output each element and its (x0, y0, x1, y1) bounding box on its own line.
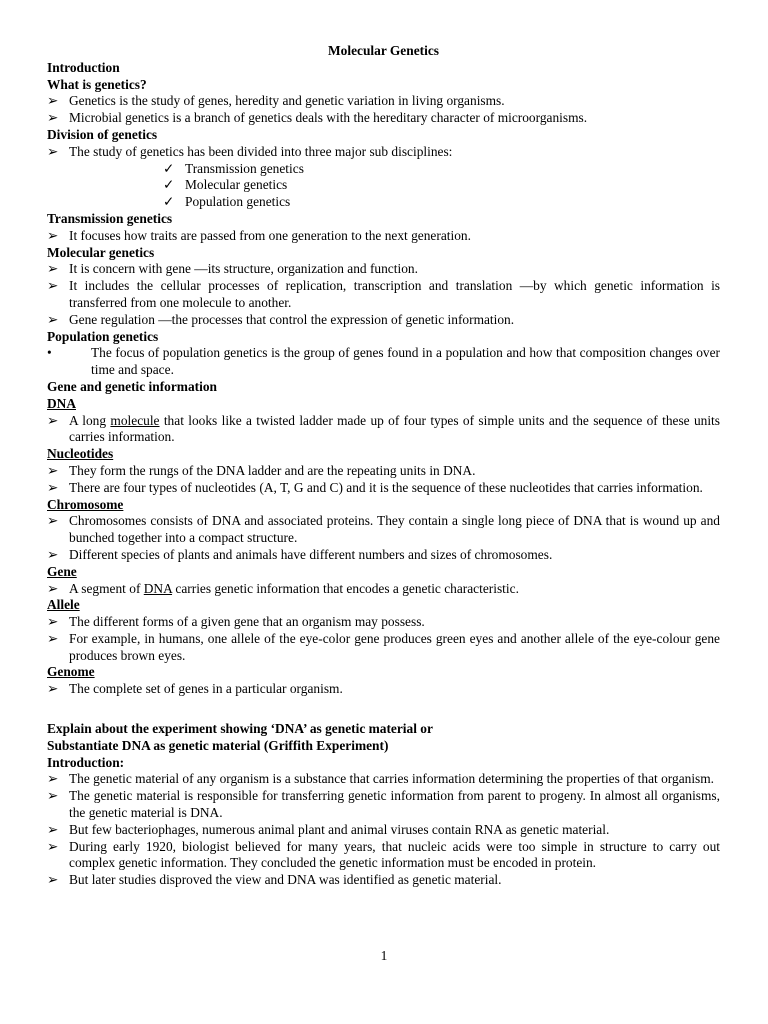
arrow-bullet: ➢ (47, 681, 59, 697)
check-list-item (47, 161, 720, 178)
text-run: that looks like a twisted ladder made up of four types of simple units and the sequence of these units carries information. (69, 412, 720, 445)
list-item (47, 771, 720, 788)
list-item (47, 872, 720, 889)
arrow-bullet: ➢ (47, 872, 59, 888)
list-item (47, 614, 720, 631)
subheading-gene: Gene (47, 563, 77, 579)
arrow-bullet: ➢ (47, 261, 59, 277)
arrow-bullet: ➢ (47, 580, 59, 596)
list-item-text: But few bacteriophages, numerous animal plant and animal viruses contain RNA as genetic material. (69, 821, 610, 837)
list-item (47, 581, 720, 598)
arrow-bullet: ➢ (47, 614, 59, 630)
arrow-bullet: ➢ (47, 278, 59, 294)
arrow-bullet: ➢ (47, 771, 59, 787)
list-item (47, 547, 720, 564)
list-item (47, 822, 720, 839)
division-list (47, 144, 720, 161)
list-item-text (69, 581, 720, 598)
check-list-item-text: Molecular genetics (185, 177, 288, 193)
arrow-bullet: ➢ (47, 513, 59, 529)
page-number: 1 (380, 948, 388, 963)
list-item-text: The complete set of genes in a particular organism. (69, 681, 343, 697)
subheading-allele: Allele (47, 597, 80, 613)
check-list-item (47, 177, 720, 194)
list-item-text: Different species of plants and animals have different numbers and sizes of chromosomes. (69, 546, 553, 562)
list-item-text: During early 1920, biologist believed for many years, that nucleic acids were too simple in structure to carry out complex genetic information. They concluded the genetic information must be encoded in protein. (69, 838, 720, 871)
arrow-bullet: ➢ (47, 110, 59, 126)
section-heading-explain-2: Substantiate DNA as genetic material (Griffith Experiment) (47, 737, 389, 753)
list-item (47, 144, 720, 161)
list-item-text: The study of genetics has been divided into three major sub disciplines: (69, 143, 453, 159)
arrow-bullet: ➢ (47, 546, 59, 562)
list-item-text: They form the rungs of the DNA ladder and are the repeating units in DNA. (69, 462, 476, 478)
list-item (47, 788, 720, 822)
list-item-text: The genetic material of any organism is a substance that carries information determining the properties of that organism. (69, 771, 715, 787)
list-item (47, 312, 720, 329)
subheading-nucleotides: Nucleotides (47, 446, 114, 462)
molecule-link[interactable]: molecule (110, 412, 160, 428)
list-item-text: Microbial genetics is a branch of genetics deals with the hereditary character of microorganisms. (69, 110, 588, 126)
arrow-bullet: ➢ (47, 462, 59, 478)
list-item-text: The genetic material is responsible for transferring genetic information from parent to progeny. In almost all organisms, the genetic material is DNA. (69, 788, 720, 821)
list-item (47, 631, 720, 665)
nucleotides-list (47, 463, 720, 497)
intro2-list (47, 771, 720, 889)
list-item-text: Chromosomes consists of DNA and associated proteins. They contain a single long piece of DNA that is wound up and bunched together into a compact structure. (69, 513, 720, 546)
transmission-list (47, 228, 720, 245)
list-item-text: For example, in humans, one allele of the eye-color gene produces green eyes and another allele of the eye-colour gene produces brown eyes. (69, 630, 720, 663)
list-item (47, 513, 720, 547)
arrow-bullet: ➢ (47, 143, 59, 159)
list-item (47, 110, 720, 127)
check-list-item (47, 194, 720, 211)
check-list-item-text: Transmission genetics (185, 160, 304, 176)
arrow-bullet: ➢ (47, 838, 59, 854)
spacer (47, 698, 720, 721)
subheading-genome: Genome (47, 664, 95, 680)
text-run: A long (69, 412, 111, 428)
dna-link[interactable]: DNA (143, 580, 173, 596)
list-item-text: Gene regulation —the processes that control the expression of genetic information. (69, 311, 515, 327)
chromosome-list (47, 513, 720, 563)
section-heading-introduction: Introduction (47, 59, 120, 75)
list-item-text: There are four types of nucleotides (A, T, G and C) and it is the sequence of these nucleotides that carries information. (69, 479, 703, 495)
molecular-list (47, 261, 720, 328)
checkmark-icon: ✓ (163, 177, 175, 193)
list-item (47, 228, 720, 245)
subheading-dna: DNA (47, 395, 77, 411)
section-heading-population: Population genetics (47, 328, 159, 344)
list-item (47, 413, 720, 447)
what-list (47, 93, 720, 127)
text-run: carries genetic information that encodes a genetic characteristic. (172, 580, 519, 596)
section-heading-explain-1: Explain about the experiment showing ‘DNA’ as genetic material or (47, 721, 433, 737)
genome-list (47, 681, 720, 698)
section-heading-division: Division of genetics (47, 126, 158, 142)
document-body (47, 43, 720, 889)
section-heading-introduction-2: Introduction: (47, 754, 125, 770)
section-heading-transmission: Transmission genetics (47, 210, 173, 226)
population-text: The focus of population genetics is the group of genes found in a population and how that composition changes over time and space. (91, 345, 720, 378)
list-item-text: It is concern with gene —its structure, organization and function. (69, 261, 418, 277)
list-item-text (69, 413, 720, 447)
list-item (47, 463, 720, 480)
list-item-text: It includes the cellular processes of replication, transcription and translation —by which genetic information is transferred from one molecule to another. (69, 278, 720, 310)
arrow-bullet: ➢ (47, 788, 59, 804)
section-heading-what-is-genetics: What is genetics? (47, 76, 147, 92)
text-run: A segment of (69, 580, 144, 596)
section-heading-molecular: Molecular genetics (47, 244, 155, 260)
arrow-bullet: ➢ (47, 311, 59, 327)
list-item-text: But later studies disproved the view and DNA was identified as genetic material. (69, 872, 502, 888)
check-list-item-text: Population genetics (185, 194, 291, 210)
list-item-text: It focuses how traits are passed from one generation to the next generation. (69, 227, 471, 243)
list-item-text: Genetics is the study of genes, heredity and genetic variation in living organisms. (69, 93, 505, 109)
arrow-bullet: ➢ (47, 479, 59, 495)
population-paragraph (47, 345, 720, 379)
dot-bullet: • (47, 345, 52, 361)
list-item (47, 839, 720, 873)
list-item (47, 261, 720, 278)
allele-list (47, 614, 720, 664)
list-item (47, 480, 720, 497)
list-item (47, 278, 720, 312)
section-heading-gene-info: Gene and genetic information (47, 378, 217, 394)
arrow-bullet: ➢ (47, 630, 59, 646)
arrow-bullet: ➢ (47, 821, 59, 837)
list-item (47, 93, 720, 110)
arrow-bullet: ➢ (47, 93, 59, 109)
subheading-chromosome: Chromosome (47, 496, 124, 512)
list-item (47, 681, 720, 698)
checkmark-icon: ✓ (163, 160, 175, 176)
list-item-text: The different forms of a given gene that an organism may possess. (69, 614, 425, 630)
document-title: Molecular Genetics (328, 43, 439, 58)
arrow-bullet: ➢ (47, 412, 59, 428)
division-sub-list (47, 161, 720, 211)
arrow-bullet: ➢ (47, 227, 59, 243)
checkmark-icon: ✓ (163, 194, 175, 210)
